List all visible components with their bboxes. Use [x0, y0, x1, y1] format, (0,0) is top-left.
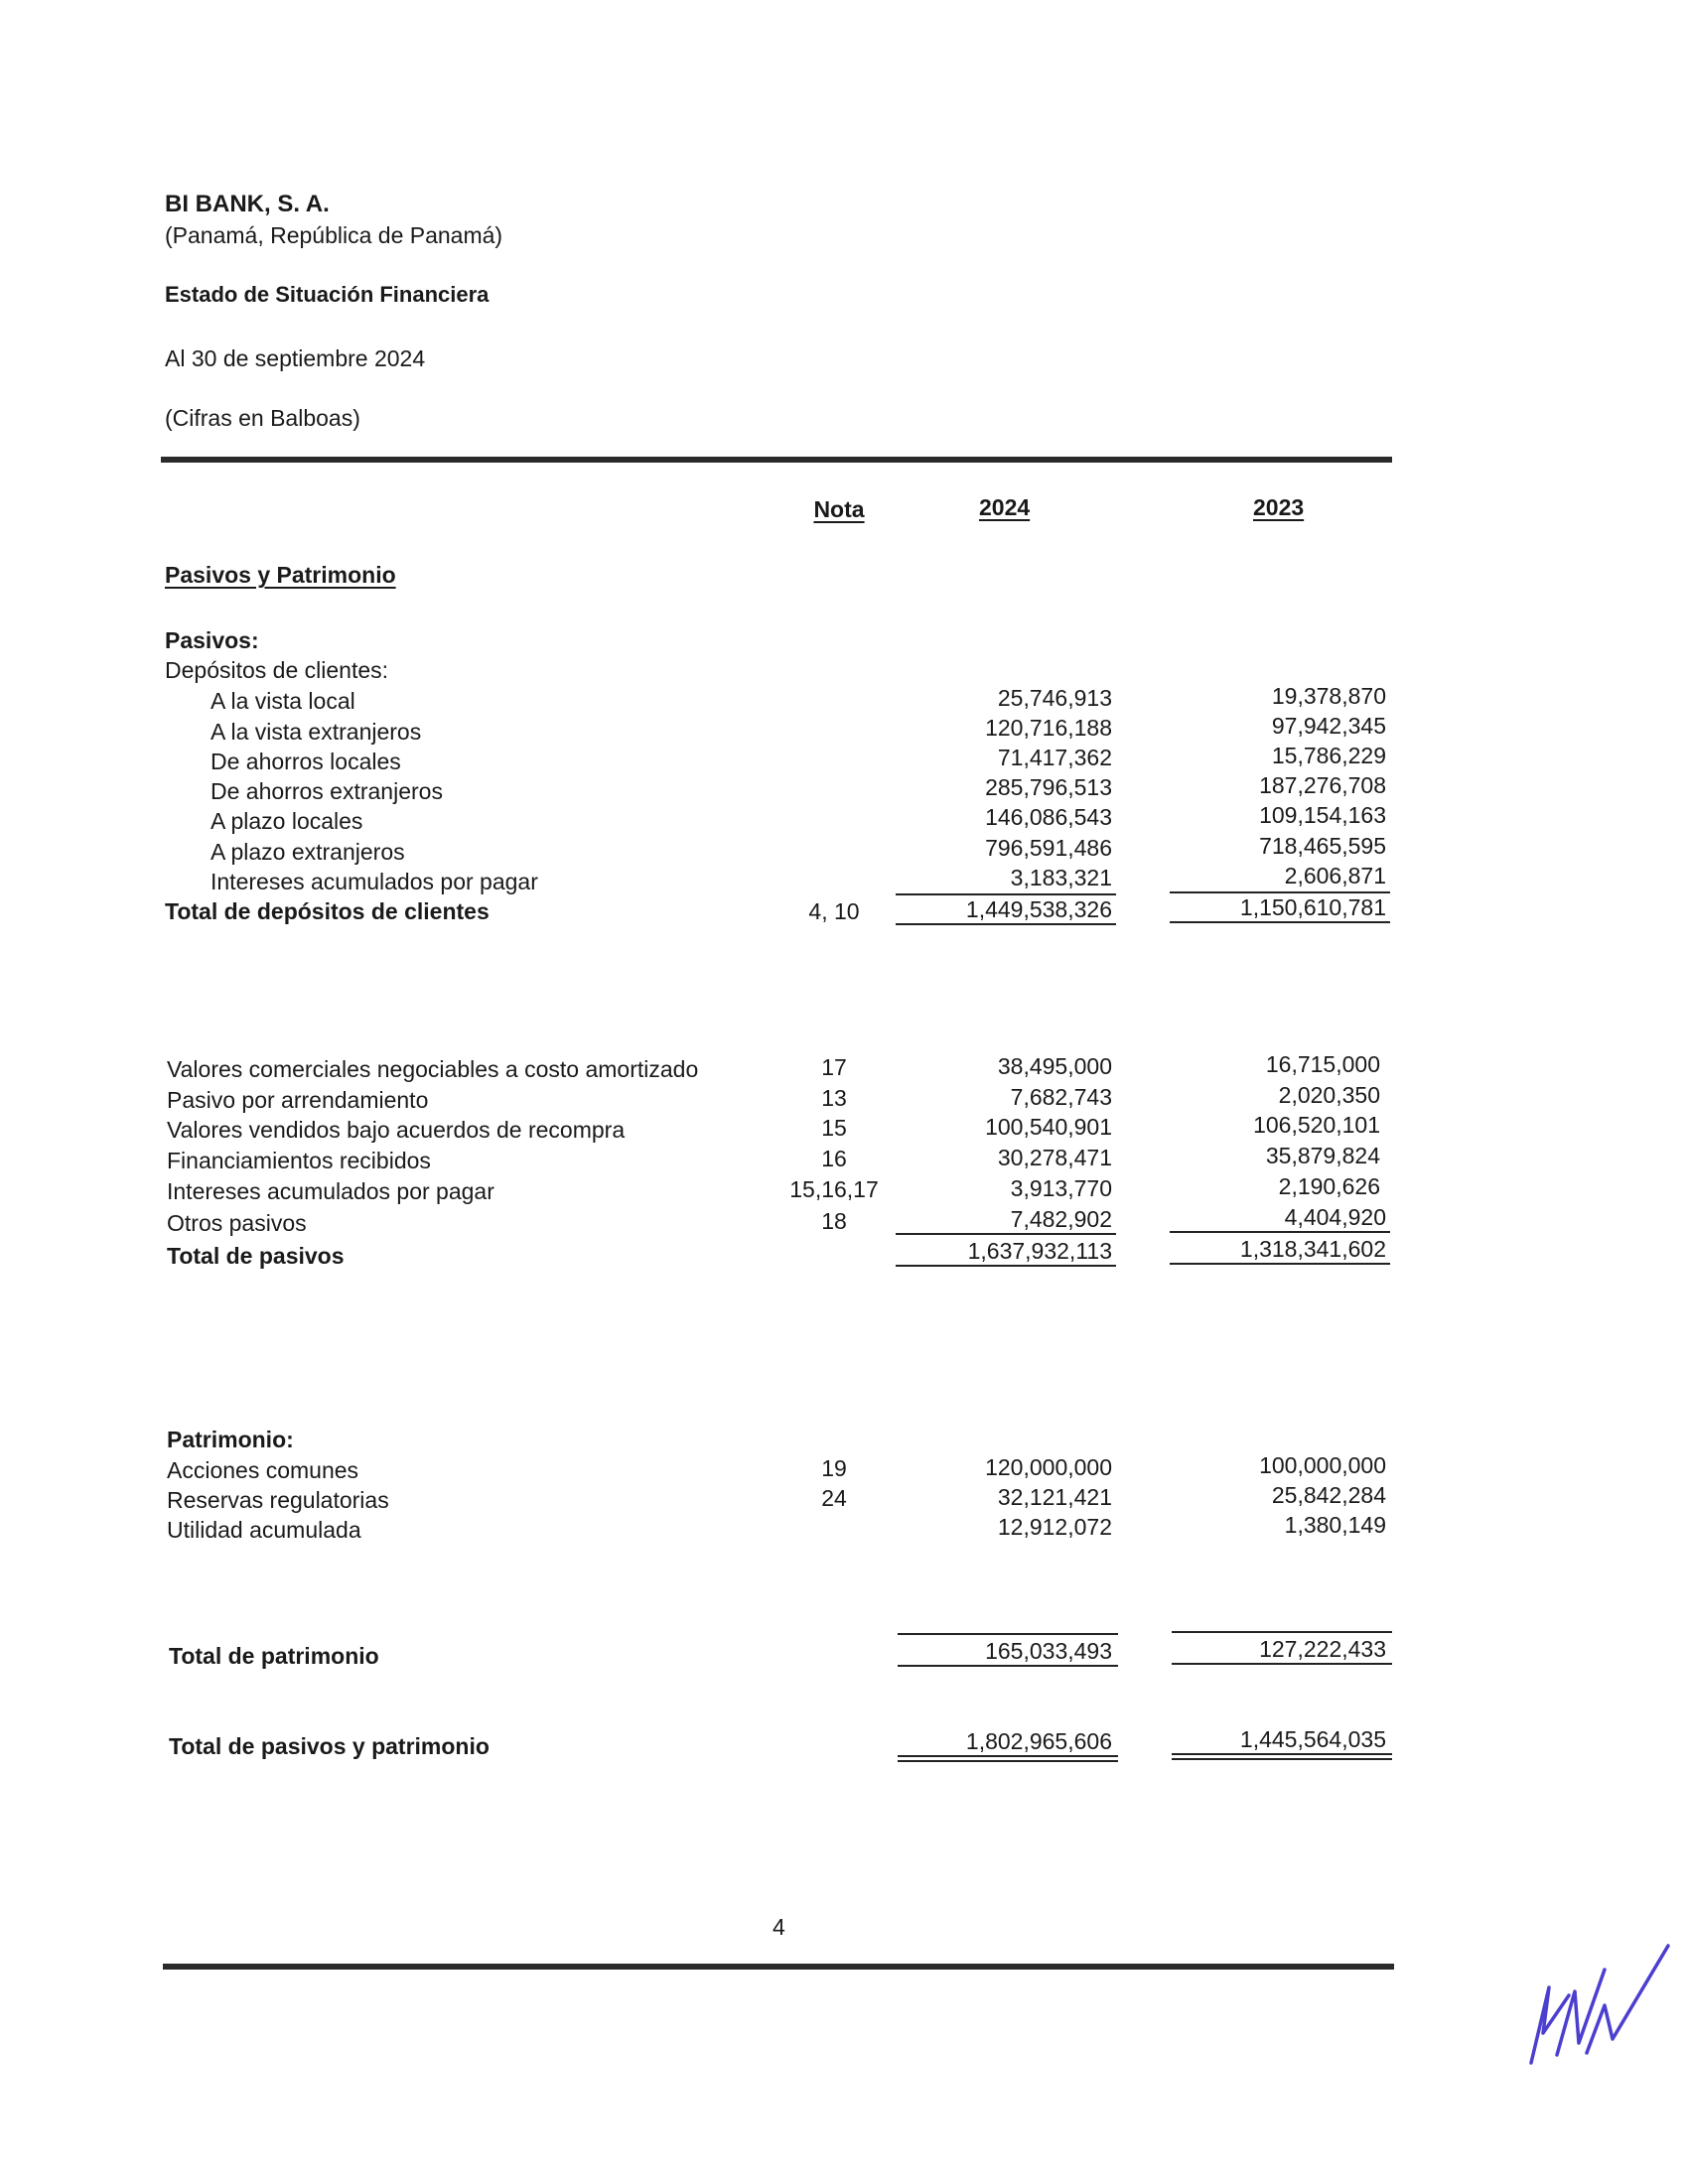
list-item-2024: 285,796,513 [985, 774, 1112, 800]
list-item-2023: 109,154,163 [1259, 802, 1386, 828]
total-rule-2024 [898, 1665, 1118, 1667]
company-name: BI BANK, S. A. [165, 191, 330, 217]
grand-total-rule-2023-a [1172, 1753, 1392, 1755]
list-item-label: De ahorros locales [211, 749, 401, 774]
table-row-2024: 32,121,421 [997, 1484, 1112, 1510]
list-item-2023: 718,465,595 [1259, 833, 1386, 859]
table-row-nota: 24 [821, 1485, 847, 1511]
list-item-2024: 120,716,188 [985, 715, 1112, 741]
table-row-2024: 3,913,770 [1010, 1175, 1112, 1201]
subtotal-rule-2024 [896, 1233, 1116, 1235]
statement-date: Al 30 de septiembre 2024 [165, 345, 426, 371]
list-item-label: A la vista extranjeros [211, 719, 422, 745]
table-row-2024: 100,540,901 [985, 1114, 1112, 1140]
table-row-nota: 13 [821, 1085, 847, 1111]
subtotal-rule-2024 [896, 893, 1116, 895]
subtotal-rule-2024 [898, 1633, 1118, 1635]
grand-total-rule-2024-b [898, 1760, 1118, 1762]
total-depositos-nota: 4, 10 [808, 898, 860, 924]
list-item-2023: 19,378,870 [1271, 683, 1386, 709]
total-pasivos-2023: 1,318,341,602 [1239, 1236, 1386, 1262]
table-row-nota: 17 [821, 1054, 847, 1080]
patrimonio-heading: Patrimonio: [167, 1427, 294, 1452]
list-item-2024: 71,417,362 [997, 745, 1112, 770]
table-row-nota: 18 [821, 1208, 847, 1234]
table-row-label: Intereses acumulados por pagar [167, 1178, 494, 1204]
table-row-label: Acciones comunes [167, 1457, 359, 1483]
list-item-2024: 25,746,913 [997, 685, 1112, 711]
table-row-nota: 15 [821, 1115, 847, 1141]
table-row-2024: 12,912,072 [997, 1514, 1112, 1540]
table-row-2023: 100,000,000 [1259, 1452, 1386, 1478]
total-depositos-label: Total de depósitos de clientes [165, 898, 490, 924]
table-row-label: Utilidad acumulada [167, 1517, 361, 1543]
table-row-2023: 4,404,920 [1284, 1204, 1386, 1230]
total-rule-2023 [1170, 1263, 1390, 1265]
pasivos-heading: Pasivos: [165, 627, 259, 653]
table-row-label: Reservas regulatorias [167, 1487, 389, 1513]
table-row-2024: 7,482,902 [1010, 1206, 1112, 1232]
subtotal-rule-2023 [1170, 891, 1390, 893]
table-row-label: Valores vendidos bajo acuerdos de recompra [167, 1117, 626, 1143]
list-item-2024: 796,591,486 [985, 835, 1112, 861]
total-patrimonio-label: Total de patrimonio [169, 1643, 379, 1669]
table-row-2023: 35,879,824 [1265, 1143, 1380, 1168]
depositos-heading: Depósitos de clientes: [165, 657, 389, 683]
company-location: (Panamá, República de Panamá) [165, 222, 503, 248]
list-item-label: A plazo extranjeros [211, 839, 405, 865]
list-item-2023: 15,786,229 [1271, 743, 1386, 768]
table-row-2024: 38,495,000 [997, 1053, 1112, 1079]
total-rule-2024 [896, 1265, 1116, 1267]
table-row-label: Valores comerciales negociables a costo amortizado [167, 1056, 699, 1082]
grand-total-2024: 1,802,965,606 [965, 1728, 1112, 1754]
subtotal-rule-2023 [1172, 1631, 1392, 1633]
signature-initials [1509, 1936, 1688, 2085]
total-rule-2023 [1170, 921, 1390, 923]
section-title: Pasivos y Patrimonio [165, 562, 396, 588]
table-row-2024: 120,000,000 [985, 1454, 1112, 1480]
list-item-2023: 97,942,345 [1271, 713, 1386, 739]
table-row-2023: 106,520,101 [1253, 1112, 1380, 1138]
grand-total-2023: 1,445,564,035 [1239, 1726, 1386, 1752]
table-row-nota: 19 [821, 1455, 847, 1481]
total-depositos-2024: 1,449,538,326 [965, 896, 1112, 922]
table-row-2024: 7,682,743 [1010, 1084, 1112, 1110]
list-item-2023: 187,276,708 [1259, 772, 1386, 798]
total-depositos-2023: 1,150,610,781 [1239, 894, 1386, 920]
list-item-2024: 3,183,321 [1010, 865, 1112, 890]
table-row-label: Financiamientos recibidos [167, 1148, 431, 1173]
table-row-2023: 16,715,000 [1265, 1051, 1380, 1077]
list-item-2023: 2,606,871 [1284, 863, 1386, 888]
currency-note: (Cifras en Balboas) [165, 405, 360, 431]
total-pasivos-2024: 1,637,932,113 [967, 1238, 1112, 1264]
list-item-label: A plazo locales [211, 808, 363, 834]
table-row-2023: 25,842,284 [1271, 1482, 1386, 1508]
table-row-label: Otros pasivos [167, 1210, 307, 1236]
footer-rule [163, 1964, 1394, 1970]
table-row-2023: 1,380,149 [1284, 1512, 1386, 1538]
table-row-2024: 30,278,471 [997, 1145, 1112, 1170]
total-patrimonio-2023: 127,222,433 [1259, 1636, 1386, 1662]
page-number: 4 [773, 1914, 785, 1940]
col-header-2023: 2023 [1253, 494, 1305, 520]
grand-total-rule-2024-a [898, 1755, 1118, 1757]
total-rule-2024 [896, 923, 1116, 925]
col-header-2024: 2024 [979, 494, 1031, 520]
header-rule [161, 457, 1392, 463]
total-pasivos-label: Total de pasivos [167, 1243, 345, 1269]
total-rule-2023 [1172, 1663, 1392, 1665]
col-header-nota: Nota [813, 496, 865, 522]
list-item-2024: 146,086,543 [985, 804, 1112, 830]
table-row-2023: 2,020,350 [1278, 1082, 1380, 1108]
table-row-nota: 16 [821, 1146, 847, 1171]
list-item-label: Intereses acumulados por pagar [211, 869, 538, 894]
list-item-label: A la vista local [211, 688, 355, 714]
list-item-label: De ahorros extranjeros [211, 778, 443, 804]
total-patrimonio-2024: 165,033,493 [985, 1638, 1112, 1664]
subtotal-rule-2023 [1170, 1231, 1390, 1233]
table-row-nota: 15,16,17 [789, 1176, 879, 1202]
table-row-2023: 2,190,626 [1278, 1173, 1380, 1199]
grand-total-rule-2023-b [1172, 1758, 1392, 1760]
table-row-label: Pasivo por arrendamiento [167, 1087, 429, 1113]
grand-total-label: Total de pasivos y patrimonio [169, 1733, 490, 1759]
statement-title: Estado de Situación Financiera [165, 282, 490, 307]
